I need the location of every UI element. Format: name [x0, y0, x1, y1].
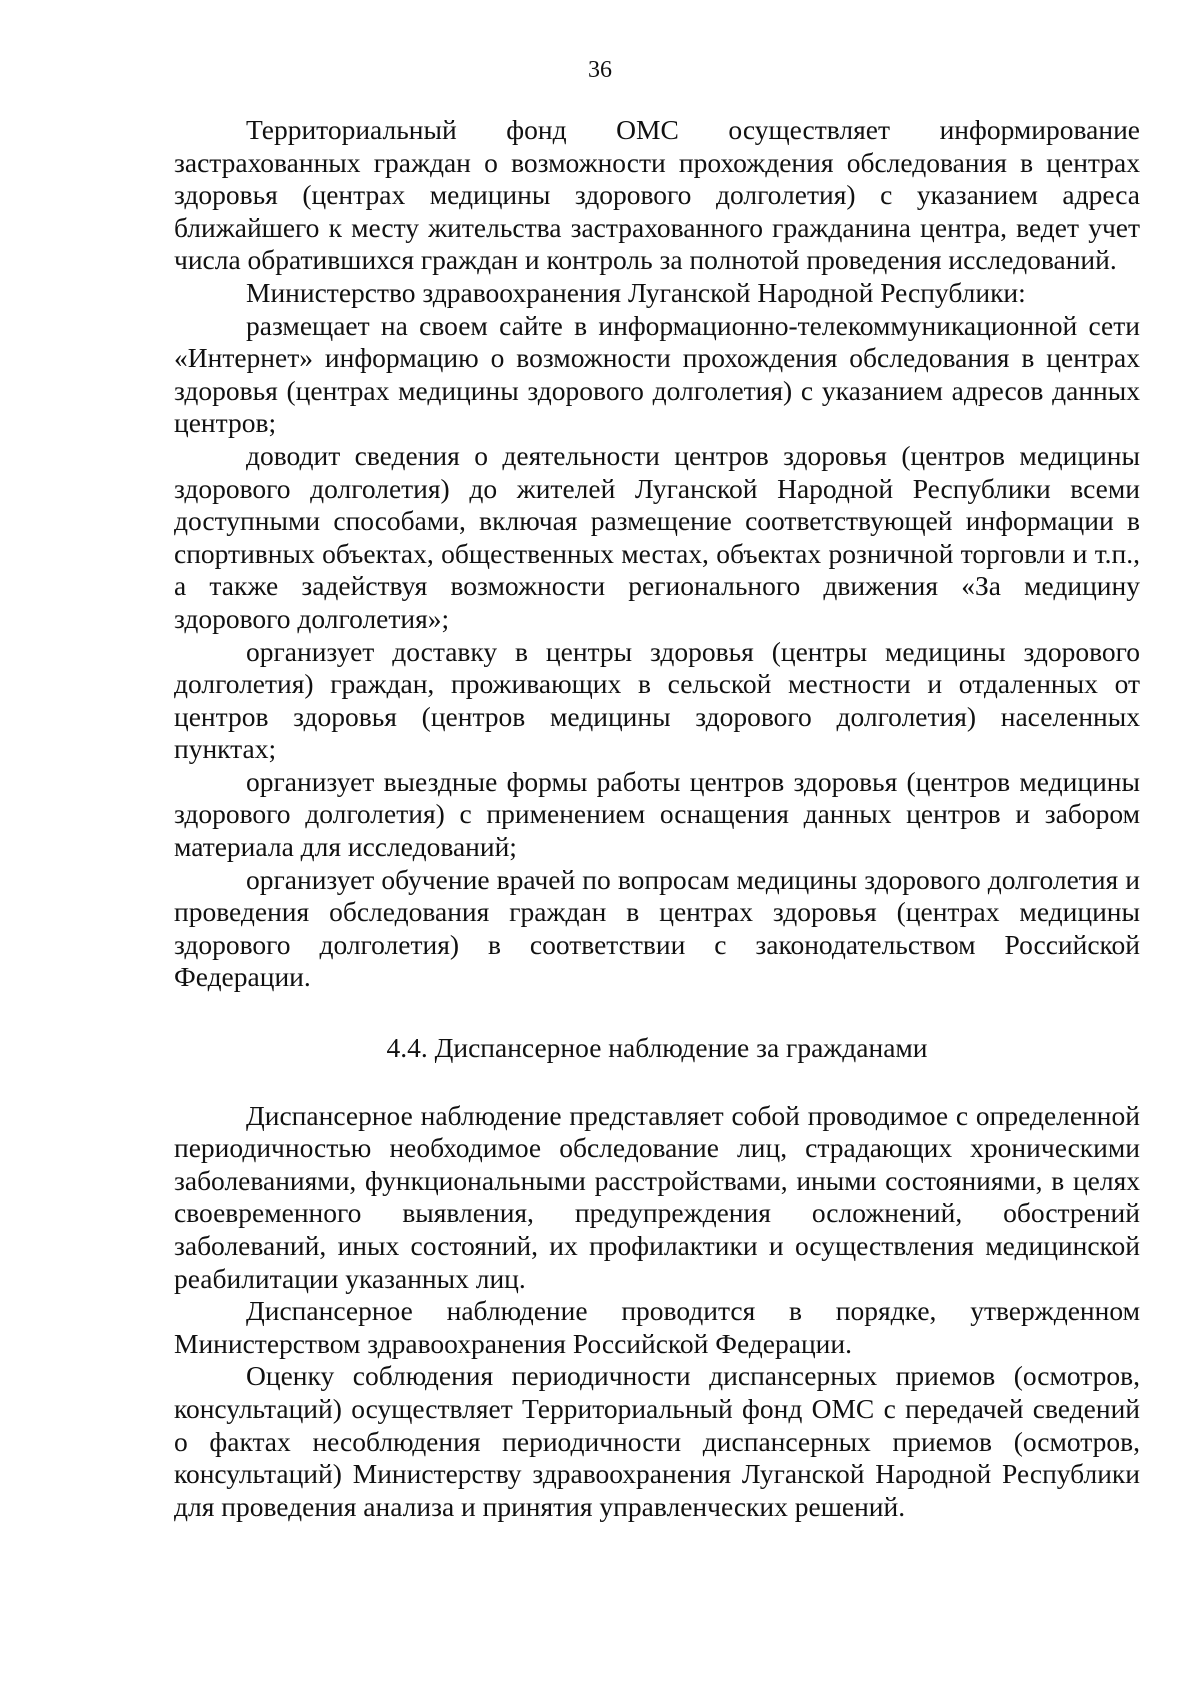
paragraph-doctor-training: организует обучение врачей по вопросам медицины здорового долголетия и проведения обследования граждан в центрах здоровья (центрах медицины здорового долголетия) в соответствии с законодательством Российской Федерации.: [174, 863, 1140, 993]
paragraph-mobile-work: организует выездные формы работы центров здоровья (центров медицины здорового долголетия) с применением оснащения данных центров и забором материала для исследований;: [174, 765, 1140, 863]
paragraph-dispensary-definition: Диспансерное наблюдение представляет собой проводимое с определенной периодичностью необходимое обследование лиц, страдающих хроническими заболеваниями, функциональными расстройствами, иными состояниями, в целях своевременного выявления, предупреждения осложнений, обострений заболеваний, иных состояний, их профилактики и осуществления медицинской реабилитации указанных лиц.: [174, 1099, 1140, 1294]
paragraph-tfoms-informing: Территориальный фонд ОМС осуществляет информирование застрахованных граждан о возможности прохождения обследования в центрах здоровья (центрах медицины здорового долголетия) с указанием адреса ближайшего к месту жительства застрахованного гражданина центра, ведет учет числа обратившихся граждан и контроль за полнотой проведения исследований.: [174, 114, 1140, 276]
paragraph-public-awareness: доводит сведения о деятельности центров здоровья (центров медицины здорового долголетия) до жителей Луганской Народной Республики всеми доступными способами, включая размещение соответствующей информации в спортивных объектах, общественных местах, объектах розничной торговли и т.п., а также задействуя возможности регионального движения «За медицину здорового долголетия»;: [174, 439, 1140, 634]
section-heading: 4.4. Диспансерное наблюдение за гражданами: [386, 1032, 928, 1064]
page-number: 36: [588, 57, 612, 83]
paragraph-dispensary-order: Диспансерное наблюдение проводится в порядке, утвержденном Министерством здравоохранения Российской Федерации.: [174, 1295, 1140, 1359]
document-body: [174, 114, 1140, 1523]
paragraph-website-info: размещает на своем сайте в информационно-телекоммуникационной сети «Интернет» информацию о возможности прохождения обследования в центрах здоровья (центрах медицины здорового долголетия) с указанием адресов данных центров;: [174, 309, 1140, 439]
paragraph-periodicity-assessment: Оценку соблюдения периодичности диспансерных приемов (осмотров, консультаций) осуществляет Территориальный фонд ОМС с передачей сведений о фактах несоблюдения периодичности диспансерных приемов (осмотров, консультаций) Министерству здравоохранения Луганской Народной Республики для проведения анализа и принятия управленческих решений.: [174, 1360, 1140, 1522]
paragraph-ministry-intro: Министерство здравоохранения Луганской Народной Республики:: [246, 276, 1026, 308]
paragraph-rural-transport: организует доставку в центры здоровья (центры медицины здорового долголетия) граждан, проживающих в сельской местности и отдаленных от центров здоровья (центров медицины здорового долголетия) населенных пунктах;: [174, 635, 1140, 765]
